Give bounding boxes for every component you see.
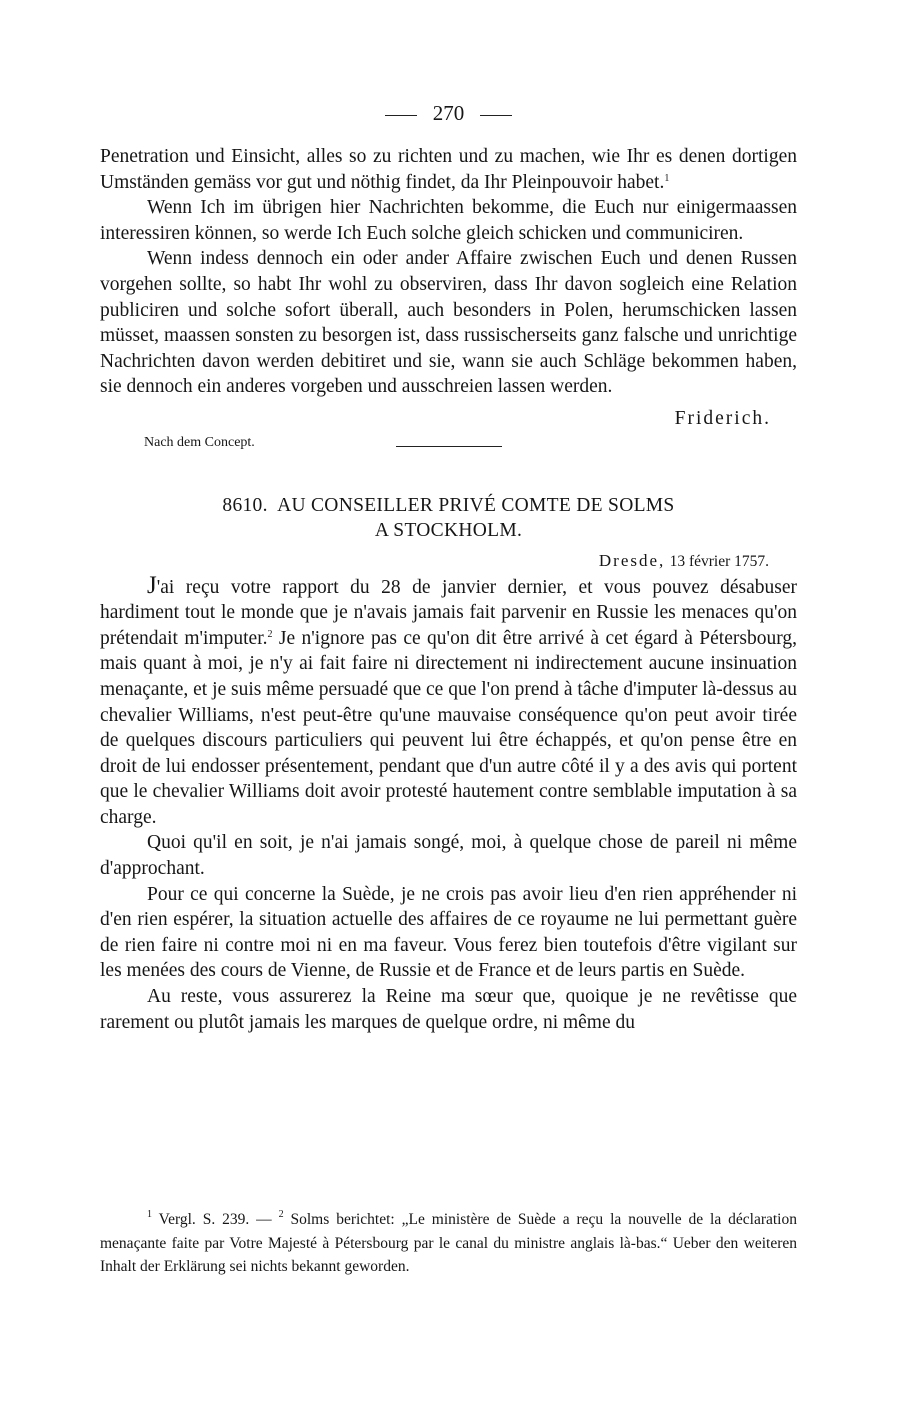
header-dash-left	[385, 115, 417, 116]
document-number: 8610.	[222, 494, 268, 516]
page-header	[100, 98, 797, 128]
footnote-ref-1[interactable]: 1	[664, 172, 670, 184]
footnotes	[100, 1208, 797, 1279]
footnote-ref-2[interactable]: 2	[267, 628, 273, 640]
continuation-paragraph-2: Wenn Ich im übrigen hier Nachrichten bekomme, die Euch nur einigermaassen interessiren können, so werde Ich Euch solche gleich schicken und communiciren.	[100, 197, 797, 244]
letter-paragraph-3: Pour ce qui concerne la Suède, je ne crois pas avoir lieu d'en rien appréhender ni d'en rien espérer, la situation actuelle des affaires de ce royaume ne lui permettant guère de rien faire ni contre moi ni en ma faveur. Vous ferez bien toutefois d'être vigilant sur les menées des cours de Vienne, de Russie et de France et de leurs partis en Suède.	[100, 883, 797, 982]
dateline-place: Dresde,	[598, 550, 666, 570]
document-heading	[100, 493, 797, 543]
source-note: Nach dem Concept.	[144, 434, 255, 450]
footnote-text	[100, 1208, 797, 1279]
continuation-paragraph-1: Penetration und Einsicht, alles so zu richten und zu machen, wie Ihr es denen dortigen Umständen gemäss vor gut und nöthig findet, da Ihr Pleinpouvoir habet.$^1$	[100, 146, 797, 193]
letter-paragraph-1: J'ai reçu votre rapport du 28 de janvier dernier, et vous pouvez désabuser hardiment tout le monde que je n'avais jamais fait parvenir en Russie les menaces qu'on prétendait m'imputer.$^2$ Je n'ignore pas ce qu'on dit être arrivé à cet égard à Pétersbourg, mais quant à moi, je n'y ai fait faire ni directement ni indirectement aucune insinuation menaçante, et je suis même persuadé que ce que l'on prend à tâche d'imputer là-dessus au chevalier Williams, n'est peut-être qu'une mauvaise conséquence qu'on peut avoir tirée de quelques discours particuliers qui peuvent lui être échappés, et qu'on pense être en droit de lui endosser présentement, pendant que d'un autre côté il y a des avis qui portent que le chevalier Williams doit avoir protesté hautement contre semblable imputation à sa charge.	[100, 571, 797, 828]
drop-cap: J	[147, 571, 157, 599]
dateline	[100, 549, 769, 573]
continuation-paragraph-3: Wenn indess dennoch ein oder ander Affaire zwischen Euch und denen Russen vorgehen sollte, so habt Ihr wohl zu observiren, dass Ihr davon sogleich eine Relation publiciren und solche sofort überall, auch besonders in Polen, herumschicken lassen müsset, maassen sonsten zu besorgen ist, dass russischerseits ganz falsche und unrichtige Nachrichten davon werden debitiret und sie, wann sie auch Schläge bekommen haben, sie dennoch ein anderes vorgeben und ausschreien lassen werden.	[100, 248, 797, 398]
section-divider	[396, 446, 502, 447]
heading-line-1: AU CONSEILLER PRIVÉ COMTE DE SOLMS	[277, 494, 675, 516]
page-number: 270	[432, 101, 465, 125]
signature-line	[100, 400, 797, 429]
footnote-2: Solms berichtet: „Le ministère de Suède a reçu la nouvelle de la déclaration menaçante faite par Votre Majesté à Pétersbourg par le canal du ministre anglais là-bas.“ Ueber den weiteren Inhalt der Erklärung sei nichts bekannt geworden.	[100, 1211, 797, 1275]
heading-line-2: A STOCKHOLM.	[374, 519, 523, 541]
letter-paragraph-2: Quoi qu'il en soit, je n'ai jamais songé, moi, à quelque chose de pareil ni même d'approchant.	[100, 832, 797, 880]
page-body	[100, 98, 797, 1035]
letter-paragraph-4: Au reste, vous assurerez la Reine ma sœur que, quoique je ne revêtisse que rarement ou plutôt jamais les marques de quelque ordre, ni même du	[100, 986, 797, 1033]
dateline-date: 13 février 1757.	[669, 552, 769, 570]
footnote-1: Vergl. S. 239. —	[152, 1211, 279, 1228]
header-dash-right	[480, 115, 512, 116]
footnote-1-marker: 1	[147, 1209, 152, 1220]
signature: Friderich.	[674, 407, 771, 429]
footnote-2-marker: 2	[278, 1209, 284, 1220]
